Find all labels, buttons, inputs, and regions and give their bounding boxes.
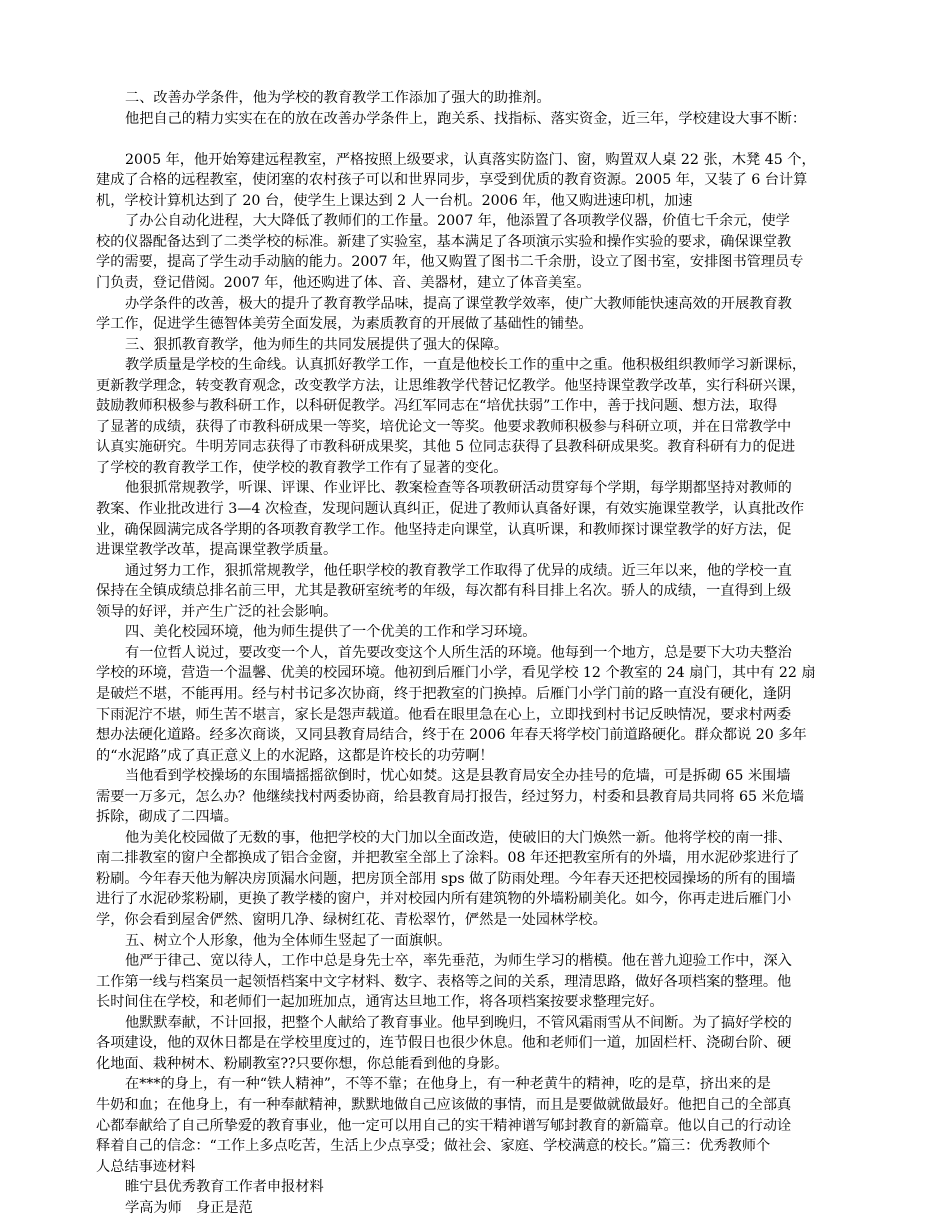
paragraph-line: 他把自己的精力实实在在的放在改善办学条件上，跑关系、找指标、落实资金，近三年，学校建设大事不断： (125, 111, 807, 127)
paragraph-line: 的“水泥路”成了真正意义上的水泥路，这都是许校长的功劳啊！ (96, 748, 494, 764)
paragraph-line: 建成了合格的远程教室，使闭塞的农村孩子可以和世界同步，享受到优质的教育资源。2005 年，又装了 6 台计算 (96, 172, 808, 188)
paragraph-line: 他为美化校园做了无数的事，他把学校的大门加以全面改造，使破旧的大门焕然一新。他将学校的南一排、 (125, 830, 792, 846)
paragraph-line: 通过努力工作，狠抓常规教学，他任职学校的教育教学工作取得了优异的成绩。近三年以来，他的学校一直 (125, 563, 792, 579)
paragraph-line: 释着自己的信念：“工作上多点吃苦，生活上少点享受；做社会、家庭、学校满意的校长。”篇三：优秀教师个 (96, 1138, 771, 1154)
paragraph-line: 粉刷。今年春天他为解决房顶漏水问题，把房顶全部用 sps 做了防雨处理。今年春天还把校园操场的所有的围墙 (96, 871, 796, 887)
paragraph-line: 了显著的成绩，获得了市教科研成果一等奖，培优论文一等奖。他要求教师积极参与科研立项，并在日常教学中 (96, 419, 792, 435)
paragraph-line: 牛奶和血；在他身上，有一种奉献精神，默默地做自己应该做的事情，而且是要做就做最好。他把自己的全部真 (96, 1097, 792, 1113)
paragraph-line: 学校的环境，营造一个温馨、优美的校园环境。他初到后雁门小学，看见学校 12 个教室的 24 扇门，其中有 22 扇 (96, 665, 816, 681)
paragraph-line: 工作第一线与档案员一起领悟档案中文字材料、数字、表格等之间的关系，理清思路，做好各项档案的整理。他 (96, 974, 792, 990)
paragraph-line: 他严于律己、宽以待人，工作中总是身先士卒，率先垂范，为师生学习的楷模。他在普九迎验工作中，深入 (125, 953, 792, 969)
paragraph-line: 是破烂不堪，不能再用。经与村书记多次协商，终于把教室的门换掉。后雁门小学门前的路一直没有硬化，逢阴 (96, 686, 792, 702)
paragraph-line: 2005 年，他开始筹建远程教室，严格按照上级要求，认真落实防盗门、窗，购置双人桌 22 张，木凳 45 个， (125, 152, 816, 168)
paragraph-line: 业，确保圆满完成各学期的各项教育教学工作。他坚持走向课堂，认真听课，和教师探讨课堂教学的好方法，促 (96, 522, 792, 538)
paragraph-line: 需要一万多元，怎么办？他继续找村两委协商，给县教育局打报告，经过努力，村委和县教育局共同将 65 米危墙 (96, 789, 805, 805)
paragraph-line: 校的仪器配备达到了二类学校的标准。新建了实验室，基本满足了各项演示实验和操作实验的要求，确保课堂教 (96, 234, 792, 250)
paragraph-line: 人总结事迹材料 (96, 1159, 196, 1175)
paragraph-line: 领导的好评，并产生广泛的社会影响。 (96, 604, 338, 620)
paragraph-line: 学工作，促进学生德智体美劳全面发展，为素质教育的开展做了基础性的铺垫。 (96, 316, 593, 332)
paragraph-line: 四、美化校园环境，他为师生提供了一个优美的工作和学习环境。 (125, 624, 537, 640)
paragraph-line: 想办法硬化道路。经多次商谈，又同县教育局结合，终于在 2006 年春天将学校门前道路硬化。群众都说 20 多年 (96, 727, 807, 743)
paragraph-line: 长时间住在学校，和老师们一起加班加点，通宵达旦地工作，将各项档案按要求整理完好。 (96, 994, 664, 1010)
paragraph-line: 睢宁县优秀教育工作者申报材料 (125, 1179, 324, 1195)
blank-line (96, 129, 910, 149)
paragraph-line: 教案、作业批改进行 3—4 次检查，发现问题认真纠正，促进了教师认真备好课，有效实施课堂教学，认真批改作 (96, 501, 805, 517)
paragraph-line: 五、树立个人形象，他为全体师生竖起了一面旗帜。 (125, 933, 452, 949)
paragraph-line: 他默默奉献，不计回报，把整个人献给了教育事业。他早到晚归，不管风霜雨雪从不间断。为了搞好学校的 (125, 1015, 792, 1031)
paragraph-line: 有一位哲人说过，要改变一个人，首先要改变这个人所生活的环境。他每到一个地方，总是要下大功夫整治 (125, 645, 792, 661)
paragraph-line: 机，学校计算机达到了 20 台，使学生上课达到 2 人一台机。2006 年，他又购进速印机，加速 (96, 193, 693, 209)
paragraph-line: 心都奉献给了自己所挚爱的教育事业，他一定可以用自己的实干精神谱写郇封教育的新篇章。他以自己的行动诠 (96, 1118, 792, 1134)
paragraph-line: 鼓励教师积极参与教科研工作，以科研促教学。冯红军同志在“培优扶弱”工作中，善于找问题、想方法，取得 (96, 398, 778, 414)
paragraph-line: 学的需要，提高了学生动手动脑的能力。2007 年，他又购置了图书二千余册，设立了图书室，安排图书管理员专 (96, 254, 804, 270)
paragraph-line: 南二排教室的窗户全都换成了铝合金窗，并把教室全部上了涂料。08 年还把教室所有的外墙，用水泥砂浆进行了 (96, 850, 800, 866)
paragraph-line: 学高为师 身正是范 (125, 1200, 253, 1216)
paragraph-line: 化地面、栽种树木、粉刷教室??只要你想，你总能看到他的身影。 (96, 1056, 509, 1072)
paragraph-line: 拆除，砌成了二四墙。 (96, 809, 238, 825)
paragraph-line: 三、狠抓教育教学，他为师生的共同发展提供了强大的保障。 (125, 337, 509, 353)
paragraph-line: 下雨泥泞不堪，师生苦不堪言，家长是怨声载道。他看在眼里急在心上，立即找到村书记反映情况，要求村两委 (96, 707, 792, 723)
paragraph-line: 更新教学理念，转变教育观念，改变教学方法，让思维教学代替记忆教学。他坚持课堂教学改革，实行科研兴课， (96, 378, 806, 394)
paragraph-line: 在***的身上，有一种“铁人精神”，不等不靠；在他身上，有一种老黄牛的精神，吃的是草，挤出来的是 (125, 1076, 771, 1092)
paragraph-line: 教学质量是学校的生命线。认真抓好教学工作，一直是他校长工作的重中之重。他积极组织教师学习新课标， (125, 357, 807, 373)
paragraph-line: 办学条件的改善，极大的提升了教育教学品味，提高了课堂教学效率，使广大教师能快速高效的开展教育教 (125, 296, 792, 312)
paragraph-line: 认真实施研究。牛明芳同志获得了市教科研成果奖，其他 5 位同志获得了县教科研成果奖。教育科研有力的促进 (96, 439, 796, 455)
paragraph-line: 当他看到学校操场的东围墙摇摇欲倒时，忧心如焚。这是县教育局安全办挂号的危墙，可是拆砌 65 米围墙 (125, 768, 791, 784)
paragraph-line: 进行了水泥砂浆粉刷，更换了教学楼的窗户，并对校园内所有建筑物的外墙粉刷美化。如今，你再走进后雁门小 (96, 891, 792, 907)
paragraph-line: 门负责，登记借阅。2007 年，他还购进了体、音、美器材，建立了体音美室。 (96, 275, 591, 291)
paragraph-line: 保持在全镇成绩总排名前三甲，尤其是教研室统考的年级，每次都有科目排上名次。骄人的成绩，一直得到上级 (96, 583, 792, 599)
paragraph-line: 了办公自动化进程，大大降低了教师们的工作量。2007 年，他添置了各项教学仪器，价值七千余元，使学 (125, 213, 790, 229)
paragraph-line: 学，你会看到屋舍俨然、窗明几净、绿树红花、青松翠竹，俨然是一处园林学校。 (96, 912, 607, 928)
paragraph-line: 二、改善办学条件，他为学校的教育教学工作添加了强大的助推剂。 (125, 90, 551, 106)
paragraph-line: 各项建设，他的双休日都是在学校里度过的，连节假日也很少休息。他和老师们一道，加固栏杆、浇砌台阶、硬 (96, 1035, 792, 1051)
paragraph-line: 他狠抓常规教学，听课、评课、作业评比、教案检查等各项教研活动贯穿每个学期，每学期都坚持对教师的 (125, 480, 792, 496)
paragraph-line: 了学校的教育教学工作，使学校的教育教学工作有了显著的变化。 (96, 460, 508, 476)
paragraph-line: 进课堂教学改革，提高课堂教学质量。 (96, 542, 338, 558)
